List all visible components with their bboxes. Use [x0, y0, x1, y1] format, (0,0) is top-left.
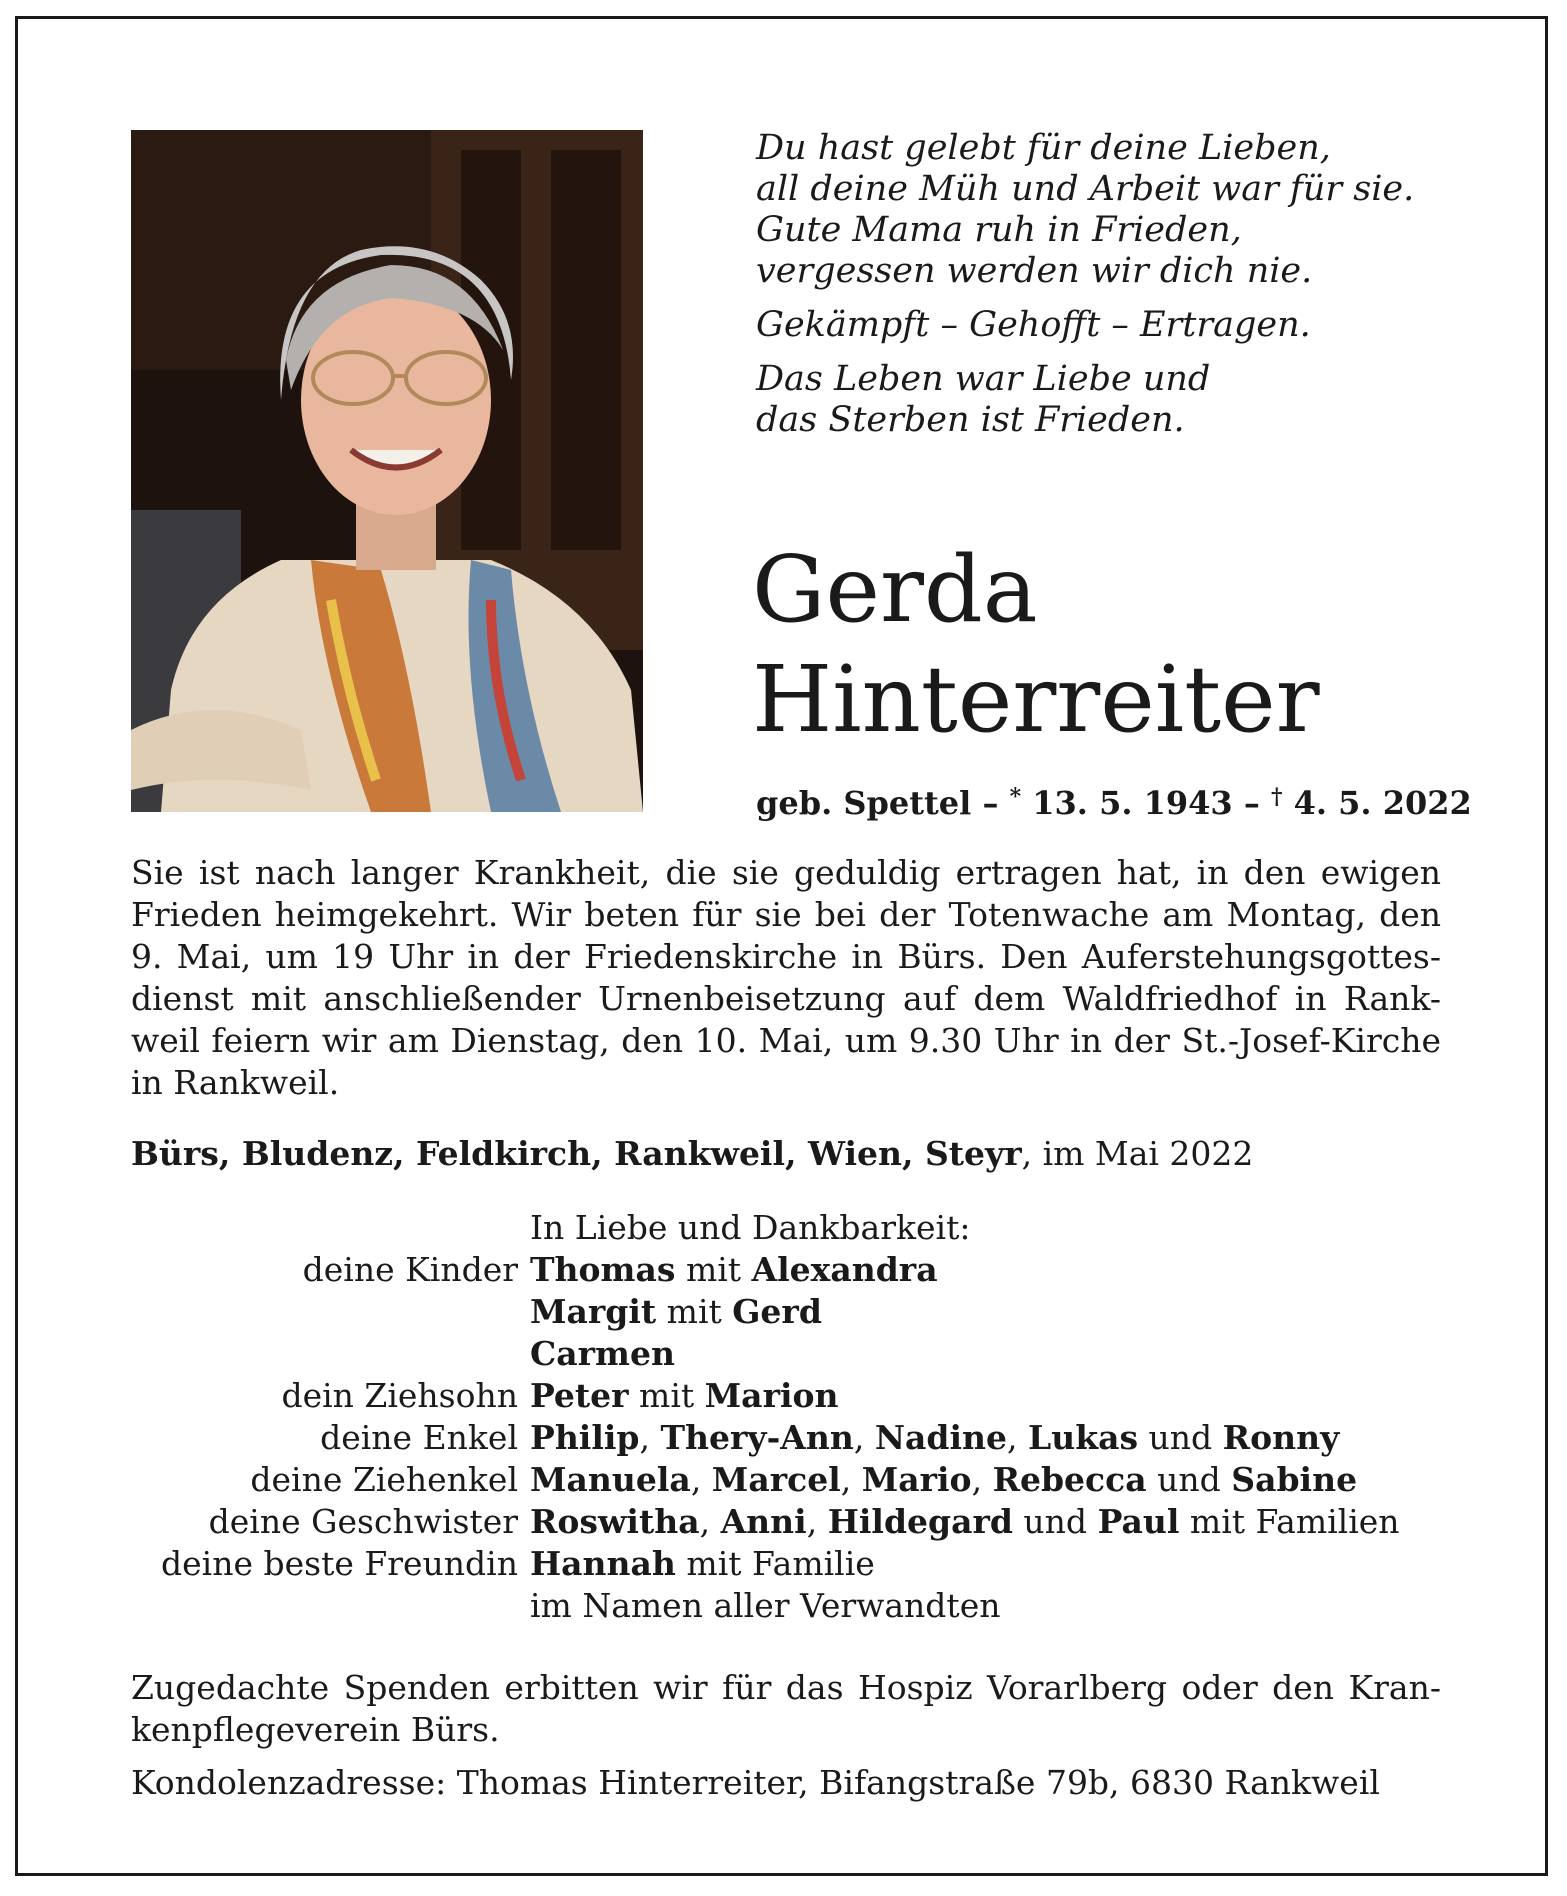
poem-stanza	[756, 305, 1476, 346]
announcement-text	[131, 852, 1441, 1104]
poem-line: das Sterben ist Frieden.	[756, 400, 1185, 440]
poem-line: Du hast gelebt für deine Lieben,	[756, 128, 1331, 168]
text-line: weil feiern wir am Dienstag, den 10. Mai, um 9.30 Uhr in der St.-Josef-Kirche	[131, 1021, 1441, 1060]
member-name: Marion	[704, 1376, 839, 1415]
text-line: Zugedachte Spenden erbitten wir für das Hospiz Vorarlberg oder den Kran-	[131, 1668, 1441, 1707]
member-name: Paul	[1097, 1502, 1180, 1541]
connector-text: mit Familie	[675, 1544, 875, 1583]
life-dates: geb. Spettel – * 13. 5. 1943 – † 4. 5. 2022	[756, 784, 1472, 822]
member-name: Nadine	[874, 1418, 1008, 1457]
intro-text: In Liebe und Dankbarkeit:	[530, 1208, 971, 1247]
birth-name: geb. Spettel	[756, 784, 972, 822]
died-symbol: †	[1270, 784, 1283, 810]
member-name: Philip	[530, 1418, 640, 1457]
member-name: Margit	[530, 1292, 657, 1331]
family-members	[530, 1291, 822, 1333]
family-members	[530, 1333, 675, 1375]
connector-text: mit	[656, 1292, 733, 1331]
family-members	[530, 1459, 1357, 1501]
member-name: Carmen	[530, 1334, 675, 1373]
poem-line: all deine Müh und Arbeit war für sie.	[756, 169, 1415, 209]
connector-text: ,	[639, 1418, 661, 1457]
member-name: Marcel	[711, 1460, 841, 1499]
born-date: 13. 5. 1943	[1032, 784, 1233, 822]
deceased-name	[752, 535, 1320, 755]
relation-label: dein Ziehsohn	[281, 1376, 518, 1415]
poem-line: Das Leben war Liebe und	[756, 359, 1211, 399]
connector-text: mit	[675, 1250, 752, 1289]
poem-line: Gute Mama ruh in Frieden,	[756, 210, 1242, 250]
places-month: , im Mai 2022	[1021, 1134, 1254, 1173]
connector-text: und	[1012, 1502, 1098, 1541]
family-members	[530, 1585, 1000, 1627]
family-row	[131, 1333, 1461, 1375]
member-name: Mario	[861, 1460, 972, 1499]
member-name: Alexandra	[751, 1250, 938, 1289]
relation-label	[131, 1291, 530, 1333]
member-name: Anni	[720, 1502, 807, 1541]
family-row	[131, 1249, 1461, 1291]
portrait-illustration	[131, 130, 643, 812]
connector-text: ,	[853, 1418, 875, 1457]
born-symbol: *	[1009, 784, 1022, 810]
connector-text: und	[1138, 1418, 1223, 1457]
connector-text: und	[1146, 1460, 1232, 1499]
poem-line: Gekämpft – Gehofft – Ertragen.	[756, 305, 1311, 345]
connector-text: ,	[806, 1502, 828, 1541]
relation-label: deine Geschwister	[208, 1502, 518, 1541]
family-row	[131, 1501, 1461, 1543]
relation-label: deine Kinder	[302, 1250, 518, 1289]
connector-text: ,	[971, 1460, 993, 1499]
family-members	[530, 1543, 875, 1585]
family-list	[131, 1207, 1461, 1627]
text-line: dienst mit anschließender Urnenbeisetzung auf dem Waldfriedhof in Rank-	[131, 979, 1441, 1018]
member-name: Thery-Ann	[660, 1418, 854, 1457]
family-members	[530, 1501, 1400, 1543]
relation-label: deine beste Freundin	[161, 1544, 518, 1583]
poem-stanza	[756, 128, 1476, 292]
donation-text	[131, 1667, 1441, 1751]
portrait-photo	[131, 130, 643, 812]
text-line: in Rankweil.	[131, 1063, 340, 1102]
relation-label	[131, 1585, 530, 1627]
places-towns: Bürs, Bludenz, Feldkirch, Rankweil, Wien, Steyr	[131, 1134, 1022, 1173]
family-members	[530, 1417, 1339, 1459]
poem-line: vergessen werden wir dich nie.	[756, 251, 1313, 291]
family-row	[131, 1585, 1461, 1627]
first-name: Gerda	[752, 536, 1038, 643]
member-name: Rebecca	[992, 1460, 1147, 1499]
connector-text: im Namen aller Verwandten	[530, 1586, 1001, 1625]
relation-label	[131, 1333, 530, 1375]
member-name: Manuela	[530, 1460, 691, 1499]
connector-text: ,	[1007, 1418, 1029, 1457]
family-row	[131, 1459, 1461, 1501]
family-row	[131, 1543, 1461, 1585]
member-name: Hannah	[530, 1544, 676, 1583]
connector-text: ,	[690, 1460, 712, 1499]
connector-text: mit	[628, 1376, 705, 1415]
family-row	[131, 1375, 1461, 1417]
poem	[756, 128, 1476, 454]
member-name: Hildegard	[827, 1502, 1013, 1541]
member-name: Roswitha	[530, 1502, 700, 1541]
poem-stanza	[756, 359, 1476, 441]
family-row	[131, 1291, 1461, 1333]
member-name: Peter	[530, 1376, 629, 1415]
relation-label: deine Ziehenkel	[250, 1460, 518, 1499]
text-line: Sie ist nach langer Krankheit, die sie geduldig ertragen hat, in den ewigen	[131, 853, 1441, 892]
places-date	[131, 1133, 1253, 1175]
last-name: Hinterreiter	[752, 646, 1320, 753]
died-date: 4. 5. 2022	[1293, 784, 1472, 822]
family-row	[131, 1417, 1461, 1459]
member-name: Sabine	[1231, 1460, 1358, 1499]
member-name: Gerd	[732, 1292, 822, 1331]
connector-text: ,	[840, 1460, 862, 1499]
family-members	[530, 1375, 839, 1417]
member-name: Ronny	[1222, 1418, 1340, 1457]
relation-label: deine Enkel	[320, 1418, 518, 1457]
text-line: kenpflegeverein Bürs.	[131, 1710, 500, 1749]
family-intro	[131, 1207, 1461, 1249]
connector-text: mit Familien	[1179, 1502, 1400, 1541]
family-members	[530, 1249, 938, 1291]
condolence-address: Kondolenzadresse: Thomas Hinterreiter, Bifangstraße 79b, 6830 Rankweil	[131, 1763, 1380, 1802]
text-line: 9. Mai, um 19 Uhr in der Friedenskirche in Bürs. Den Auferstehungsgottes-	[131, 937, 1441, 976]
connector-text: ,	[699, 1502, 721, 1541]
member-name: Thomas	[530, 1250, 676, 1289]
text-line: Frieden heimgekehrt. Wir beten für sie bei der Totenwache am Montag, den	[131, 895, 1441, 934]
member-name: Lukas	[1028, 1418, 1139, 1457]
